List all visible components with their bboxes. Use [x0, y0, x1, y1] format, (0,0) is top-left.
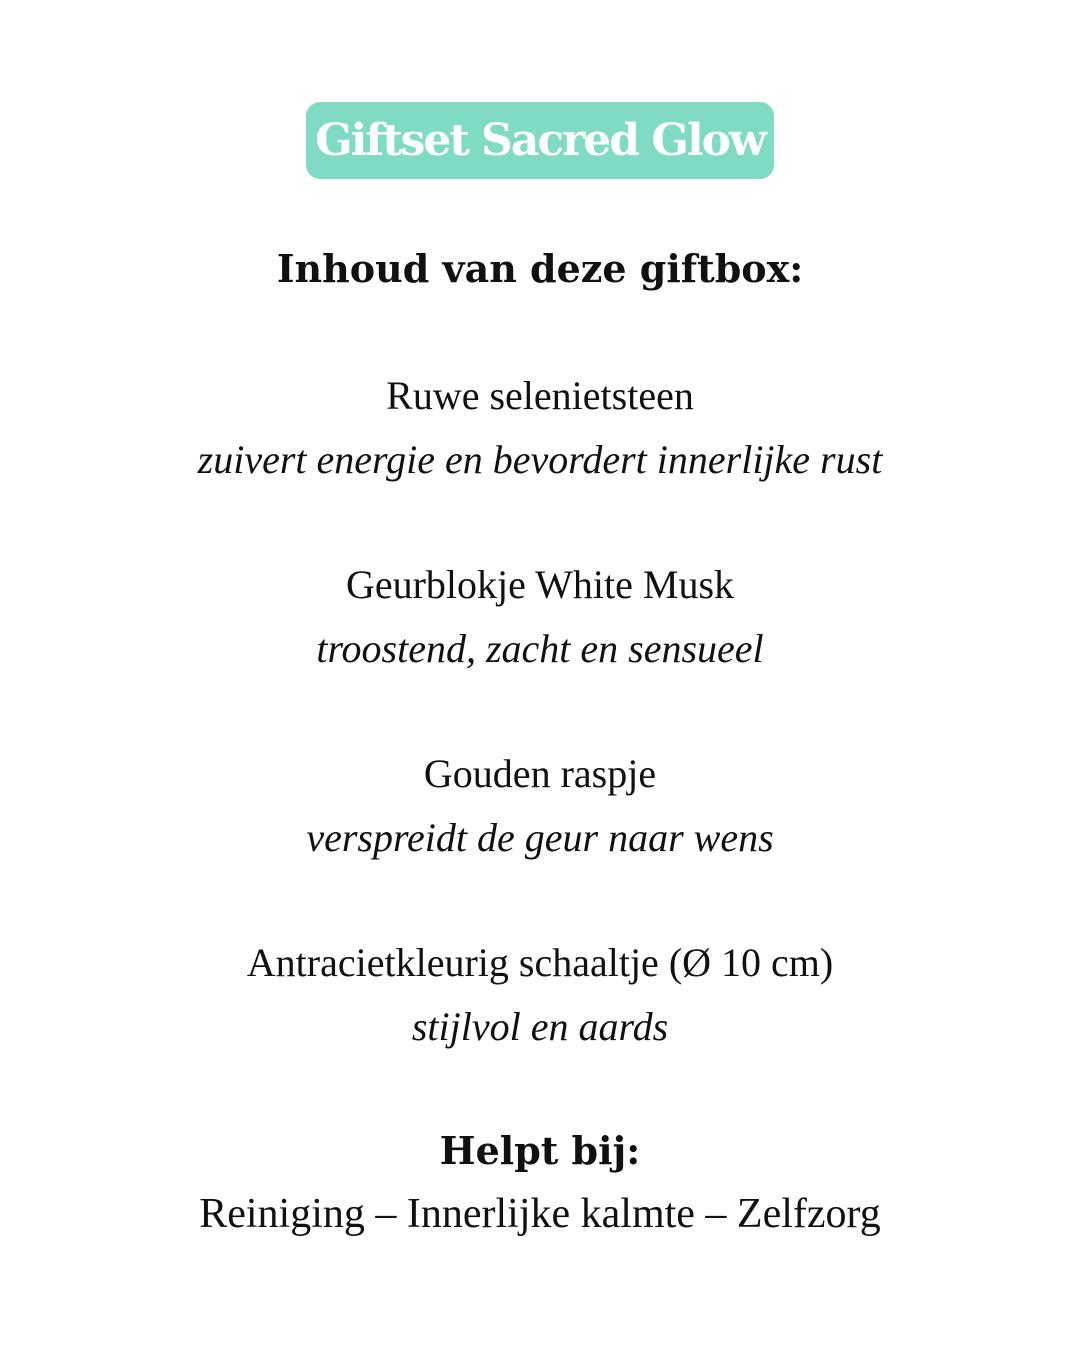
item-name-dish: Antracietkleurig schaaltje (Ø 10 cm) — [246, 940, 834, 985]
item-name-selenite: Ruwe selenietsteen — [386, 373, 694, 418]
item-description-dish: stijlvol en aards — [411, 1004, 669, 1049]
title-badge — [306, 102, 774, 179]
item-name-grater: Gouden raspje — [423, 751, 657, 796]
giftset-title: Giftset Sacred Glow — [315, 115, 765, 166]
item-description-selenite: zuivert energie en bevordert innerlijke rust — [197, 437, 883, 482]
helps-heading: Helpt bij: — [439, 1128, 641, 1173]
item-description-grater: verspreidt de geur naar wens — [306, 815, 774, 860]
helps-text: Reiniging – Innerlijke kalmte – Zelfzorg — [199, 1191, 881, 1237]
item-description-scent-block: troostend, zacht en sensueel — [316, 626, 764, 671]
item-name-scent-block: Geurblokje White Musk — [345, 562, 735, 607]
contents-heading: Inhoud van deze giftbox: — [276, 246, 804, 291]
